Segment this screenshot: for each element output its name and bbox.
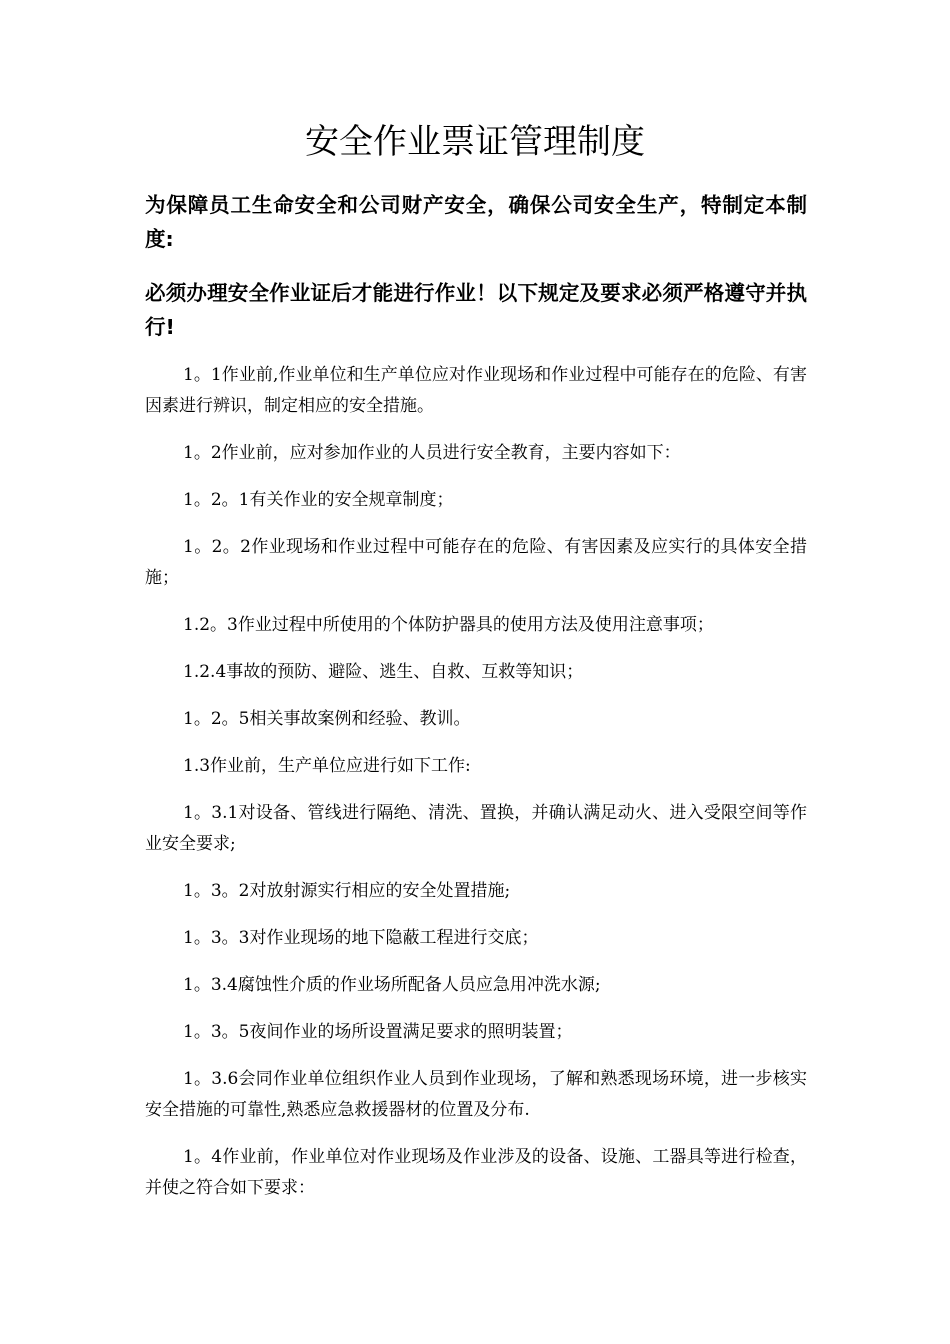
clause-1-2-1: 1。2。1有关作业的安全规章制度； <box>183 490 454 510</box>
clause-1-1: 1。1作业前,作业单位和生产单位应对作业现场和作业过程中可能存在的危险、有害因素进行辨识，制定相应的安全措施。 <box>145 365 807 416</box>
document-title: 安全作业票证管理制度 <box>305 122 645 162</box>
clause-1-3-4: 1。3.4腐蚀性介质的作业场所配备人员应急用冲洗水源; <box>183 975 601 995</box>
clause-1-2-5: 1。2。5相关事故案例和经验、教训。 <box>183 709 471 729</box>
clause-1-2-2: 1。2。2作业现场和作业过程中可能存在的危险、有害因素及应实行的具体安全措施； <box>145 537 807 588</box>
requirement-paragraph: 必须办理安全作业证后才能进行作业！以下规定及要求必须严格遵守并执行! <box>145 281 807 339</box>
clause-1-3-6: 1。3.6会同作业单位组织作业人员到作业现场，了解和熟悉现场环境，进一步核实安全措施的可靠性,熟悉应急救援器材的位置及分布. <box>145 1069 807 1120</box>
clause-1-4: 1。4作业前，作业单位对作业现场及作业涉及的设备、设施、工器具等进行检查，并使之符合如下要求： <box>145 1147 807 1198</box>
document-body <box>145 188 807 1220</box>
clause-1-2-4: 1.2.4事故的预防、避险、逃生、自救、互救等知识； <box>183 662 584 682</box>
clause-1-3-3: 1。3。3对作业现场的地下隐蔽工程进行交底； <box>183 928 539 948</box>
clause-1-3-5: 1。3。5夜间作业的场所设置满足要求的照明装置； <box>183 1022 573 1042</box>
clause-1-3-2: 1。3。2对放射源实行相应的安全处置措施; <box>183 881 511 901</box>
clause-1-2: 1。2作业前，应对参加作业的人员进行安全教育，主要内容如下： <box>183 443 681 463</box>
clause-1-3-1: 1。3.1对设备、管线进行隔绝、清洗、置换，并确认满足动火、进入受限空间等作业安全要求; <box>145 803 807 854</box>
clause-1-2-3: 1.2。3作业过程中所使用的个体防护器具的使用方法及使用注意事项； <box>183 615 714 635</box>
intro-paragraph: 为保障员工生命安全和公司财产安全，确保公司安全生产，特制定本制度: <box>145 193 807 251</box>
clause-1-3: 1.3作业前，生产单位应进行如下工作: <box>183 756 471 776</box>
